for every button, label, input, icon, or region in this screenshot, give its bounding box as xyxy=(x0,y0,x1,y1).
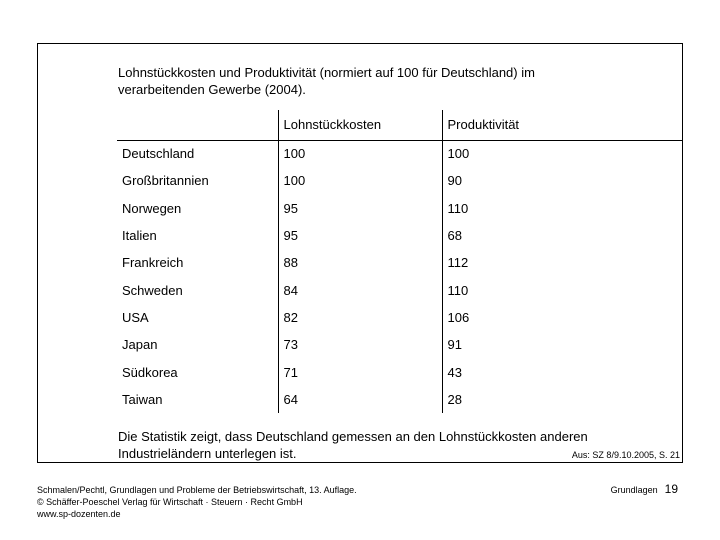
productivity-cell: 28 xyxy=(442,386,682,413)
unit-labour-cost-cell: 88 xyxy=(278,249,442,276)
footer-line-1: Schmalen/Pechtl, Grundlagen und Probleme der Betriebswirtschaft, 13. Auflage. xyxy=(37,485,357,495)
footer-line-3: www.sp-dozenten.de xyxy=(37,509,121,519)
header-cell-productivity: Produktivität xyxy=(442,110,682,140)
unit-labour-cost-cell: 95 xyxy=(278,195,442,222)
productivity-cell: 110 xyxy=(442,276,682,303)
unit-labour-cost-cell: 73 xyxy=(278,331,442,358)
country-cell: Norwegen xyxy=(122,200,182,216)
unit-labour-cost-table xyxy=(117,110,682,413)
country-cell: Japan xyxy=(122,337,158,353)
country-cell: Schweden xyxy=(122,282,183,298)
country-cell: Deutschland xyxy=(122,146,195,162)
conclusion-text xyxy=(118,428,638,462)
page-info xyxy=(611,482,678,496)
conclusion-line-1: Die Statistik zeigt, dass Deutschland gemessen an den Lohnstückkosten anderen xyxy=(118,429,588,444)
country-cell: Taiwan xyxy=(122,391,163,407)
country-cell: Italien xyxy=(122,228,157,244)
table-row xyxy=(117,249,682,276)
productivity-cell: 91 xyxy=(442,331,682,358)
country-cell: Großbritannien xyxy=(122,173,209,189)
table-row xyxy=(117,331,682,358)
section-label: Grundlagen xyxy=(610,485,658,495)
productivity-cell: 110 xyxy=(442,195,682,222)
unit-labour-cost-cell: 95 xyxy=(278,222,442,249)
productivity-cell: 43 xyxy=(442,358,682,385)
table-row xyxy=(117,386,682,413)
country-cell: Frankreich xyxy=(122,255,184,271)
page-number: 19 xyxy=(664,482,678,496)
country-cell: Südkorea xyxy=(122,364,178,380)
productivity-cell: 100 xyxy=(442,140,682,167)
unit-labour-cost-cell: 64 xyxy=(278,386,442,413)
caption-line-2: verarbeitenden Gewerbe (2004). xyxy=(118,82,306,97)
caption-line-1: Lohnstückkosten und Produktivität (normiert auf 100 für Deutschland) im xyxy=(118,65,535,80)
table-caption xyxy=(118,64,588,98)
conclusion-line-2: Industrieländern unterlegen ist. xyxy=(118,446,297,461)
table-row xyxy=(117,222,682,249)
productivity-cell: 112 xyxy=(442,249,682,276)
unit-labour-cost-cell: 71 xyxy=(278,358,442,385)
table-row xyxy=(117,195,682,222)
productivity-cell: 106 xyxy=(442,304,682,331)
table-row xyxy=(117,304,682,331)
table-row xyxy=(117,358,682,385)
country-cell: USA xyxy=(122,309,149,325)
table-header-row xyxy=(117,110,682,140)
footer-credits xyxy=(37,484,357,520)
unit-labour-cost-cell: 100 xyxy=(278,167,442,194)
footer-line-2: © Schäffer-Poeschel Verlag für Wirtschaft · Steuern · Recht GmbH xyxy=(37,497,303,507)
productivity-cell: 68 xyxy=(442,222,682,249)
header-cell-country xyxy=(117,110,278,140)
table-row xyxy=(117,167,682,194)
source-note: Aus: SZ 8/9.10.2005, S. 21 xyxy=(571,450,680,460)
unit-labour-cost-cell: 100 xyxy=(278,140,442,167)
unit-labour-cost-cell: 82 xyxy=(278,304,442,331)
table-row xyxy=(117,276,682,303)
table-row xyxy=(117,140,682,167)
header-cell-unit-labour-cost: Lohnstückkosten xyxy=(278,110,442,140)
unit-labour-cost-cell: 84 xyxy=(278,276,442,303)
productivity-cell: 90 xyxy=(442,167,682,194)
